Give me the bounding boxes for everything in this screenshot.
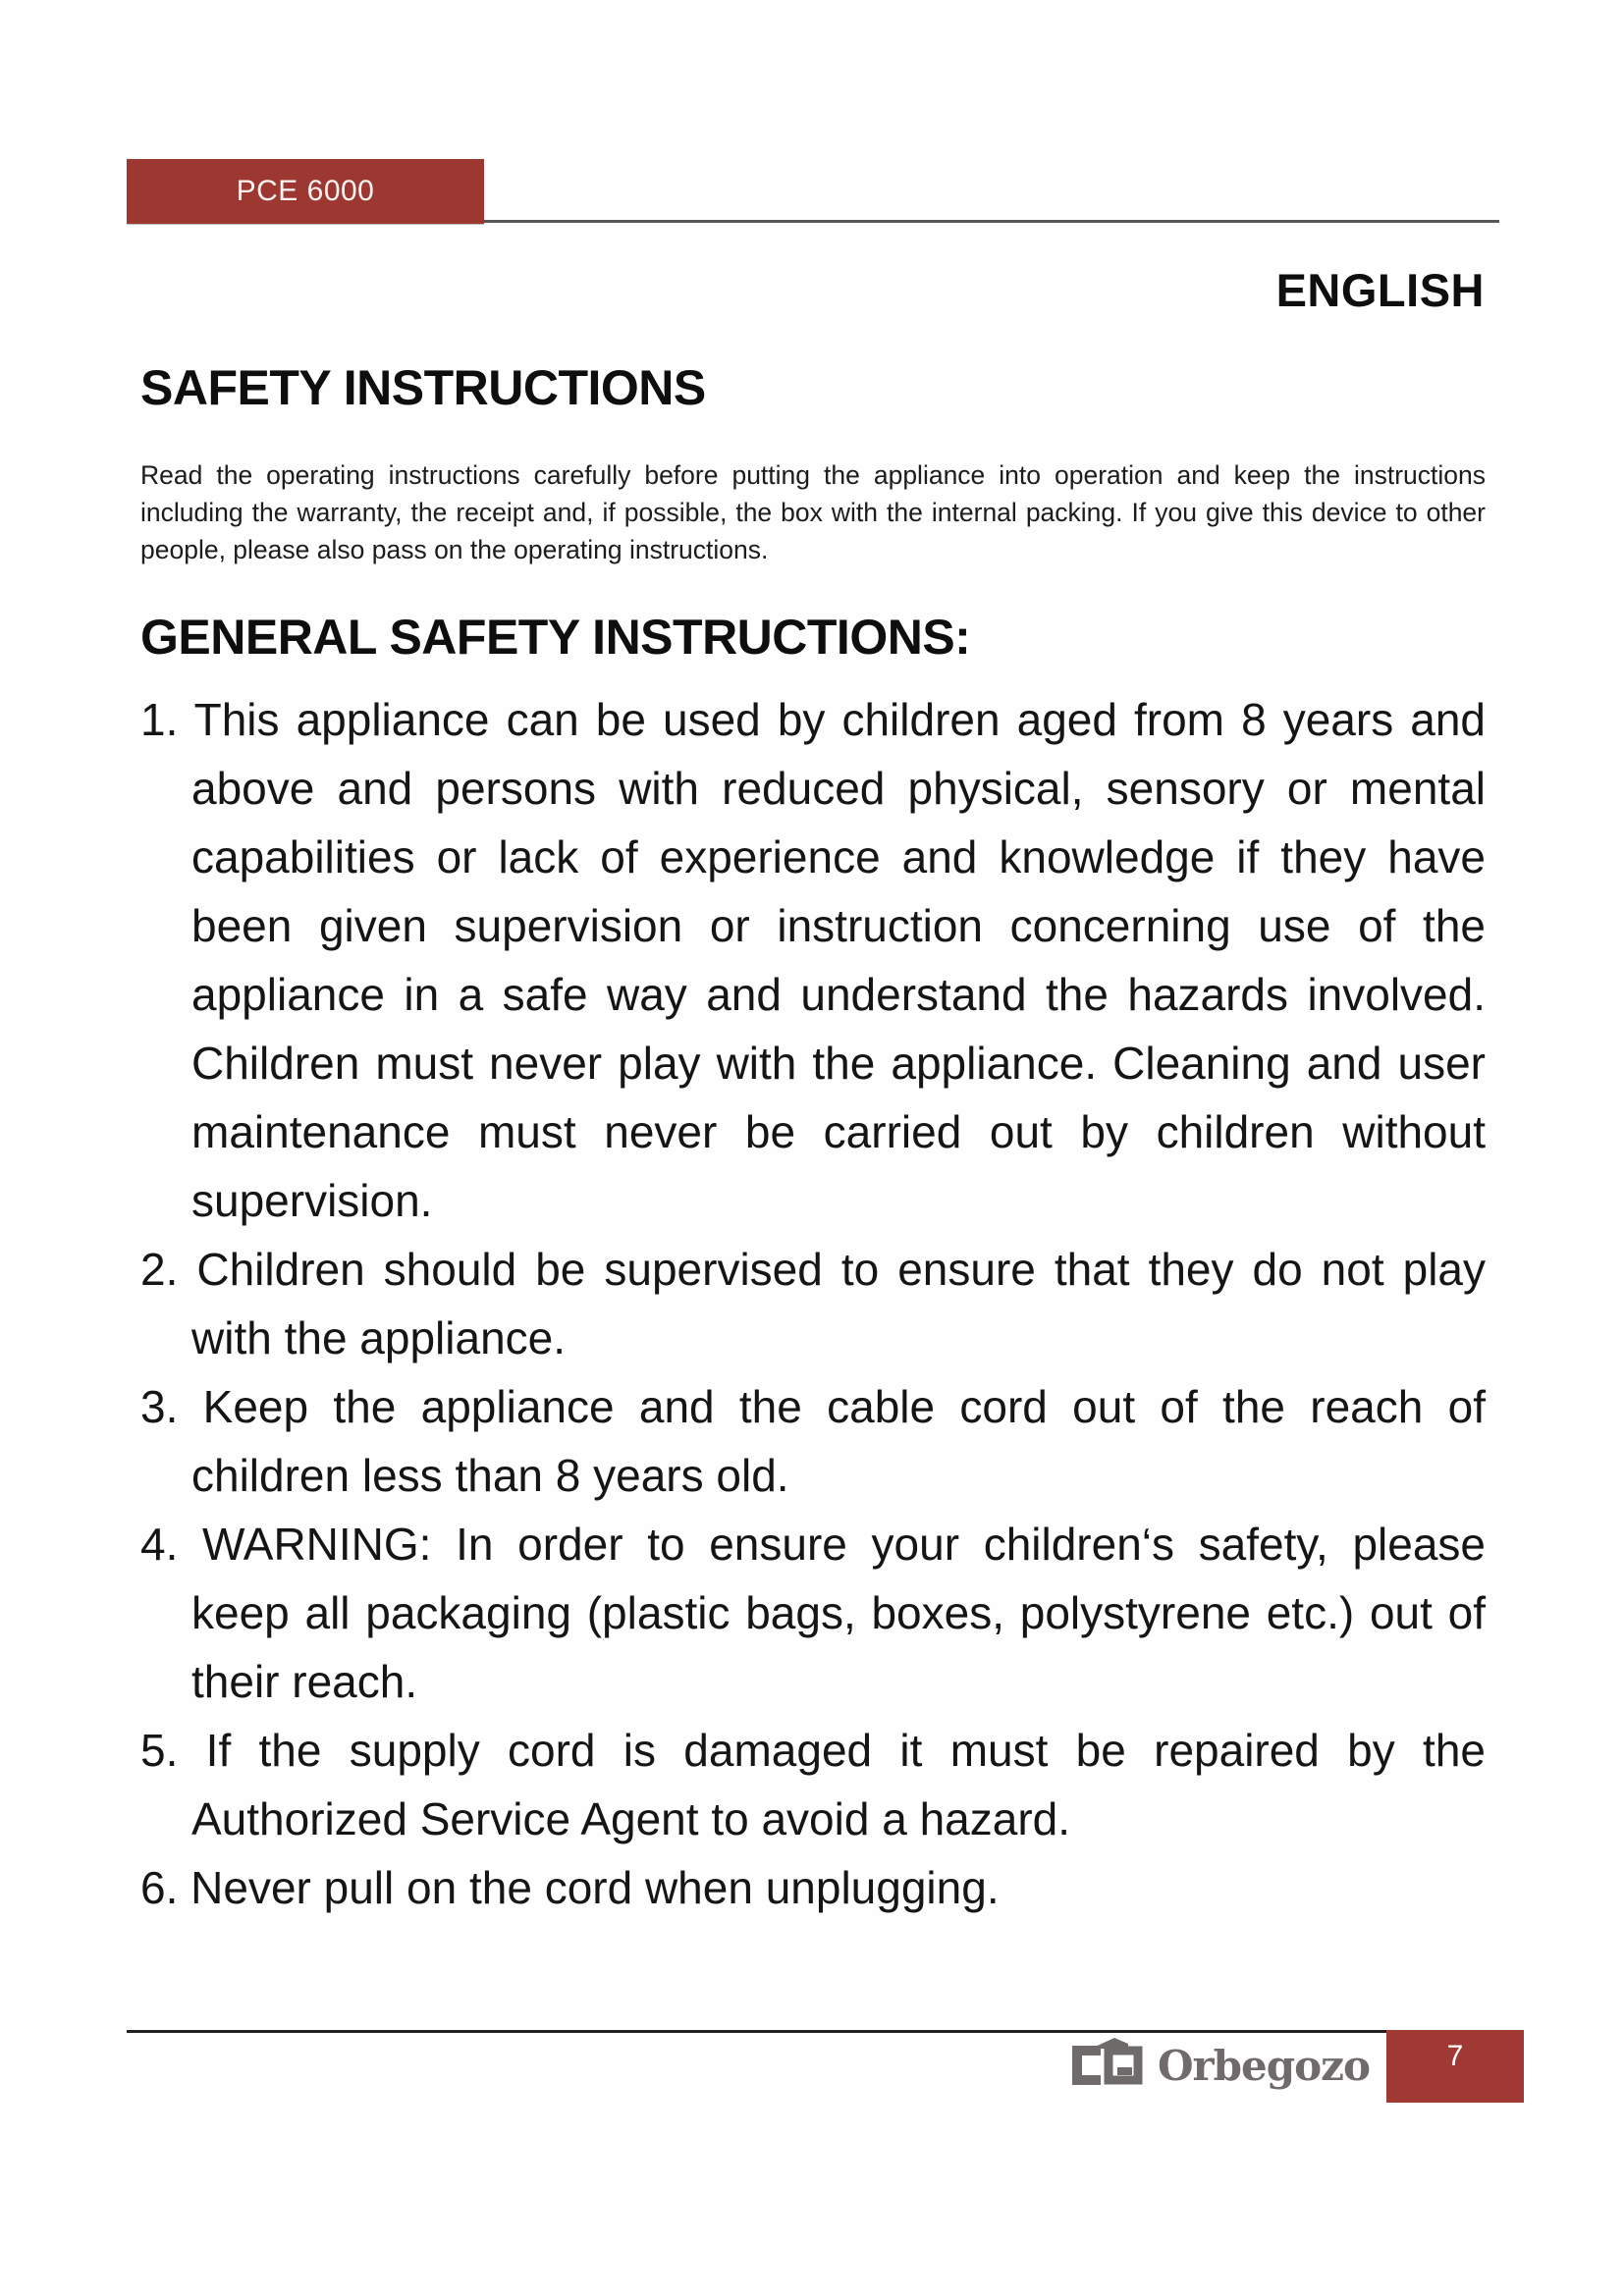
list-item	[140, 1716, 1486, 1853]
language-heading: ENGLISH	[1275, 264, 1485, 316]
list-item-text: Children should be supervised to ensure that they do not play with the appliance.	[191, 1244, 1487, 1363]
list-item-number: 1.	[140, 694, 179, 745]
page-number: 7	[1446, 2040, 1464, 2072]
list-item-text: Keep the appliance and the cable cord out of the reach of children less than 8 years old.	[191, 1381, 1487, 1501]
safety-intro-paragraph: Read the operating instructions carefully before putting the appliance into operation and keep the instructions including the warranty, the receipt and, if possible, the box with the internal packing. If you give this device to other people, please also pass on the operating instructions.	[140, 459, 1486, 564]
list-item-number: 3.	[140, 1381, 179, 1432]
list-item-text: Never pull on the cord when unplugging.	[190, 1862, 1000, 1913]
list-item-number: 2.	[140, 1244, 179, 1295]
model-badge	[127, 159, 484, 224]
list-item	[140, 1235, 1486, 1372]
model-label: PCE 6000	[236, 175, 375, 207]
list-item	[140, 1510, 1486, 1716]
header-rule	[484, 220, 1499, 223]
general-safety-list	[140, 685, 1486, 1922]
list-item	[140, 1372, 1486, 1510]
list-item	[140, 1853, 1486, 1922]
brand-logo	[982, 2038, 1370, 2093]
page-number-badge	[1386, 2030, 1524, 2103]
list-item	[140, 685, 1486, 1235]
brand-wordmark: Orbegozo	[1157, 2041, 1370, 2090]
list-item-text: WARNING: In order to ensure your children‘s safety, please keep all packaging (plastic bags, boxes, polystyrene etc.) out of their reach.	[191, 1519, 1486, 1707]
list-item-number: 5.	[140, 1725, 179, 1776]
orbegozo-logo-icon	[1071, 2037, 1144, 2095]
list-item-number: 6.	[140, 1862, 179, 1913]
list-item-number: 4.	[140, 1519, 179, 1570]
list-item-text: If the supply cord is damaged it must be repaired by the Authorized Service Agent to avoid a hazard.	[191, 1725, 1486, 1844]
safety-instructions-title: SAFETY INSTRUCTIONS	[140, 360, 706, 415]
general-safety-title: GENERAL SAFETY INSTRUCTIONS:	[140, 610, 971, 665]
list-item-text: This appliance can be used by children aged from 8 years and above and persons with reduced physical, sensory or mental capabilities or lack of experience and knowledge if they have been given supervision or instruction concerning use of the appliance in a safe way and understand the hazards involved. Children must never play with the appliance. Cleaning and user maintenance must never be carried out by children without supervision.	[191, 694, 1486, 1226]
footer-rule	[127, 2030, 1386, 2033]
